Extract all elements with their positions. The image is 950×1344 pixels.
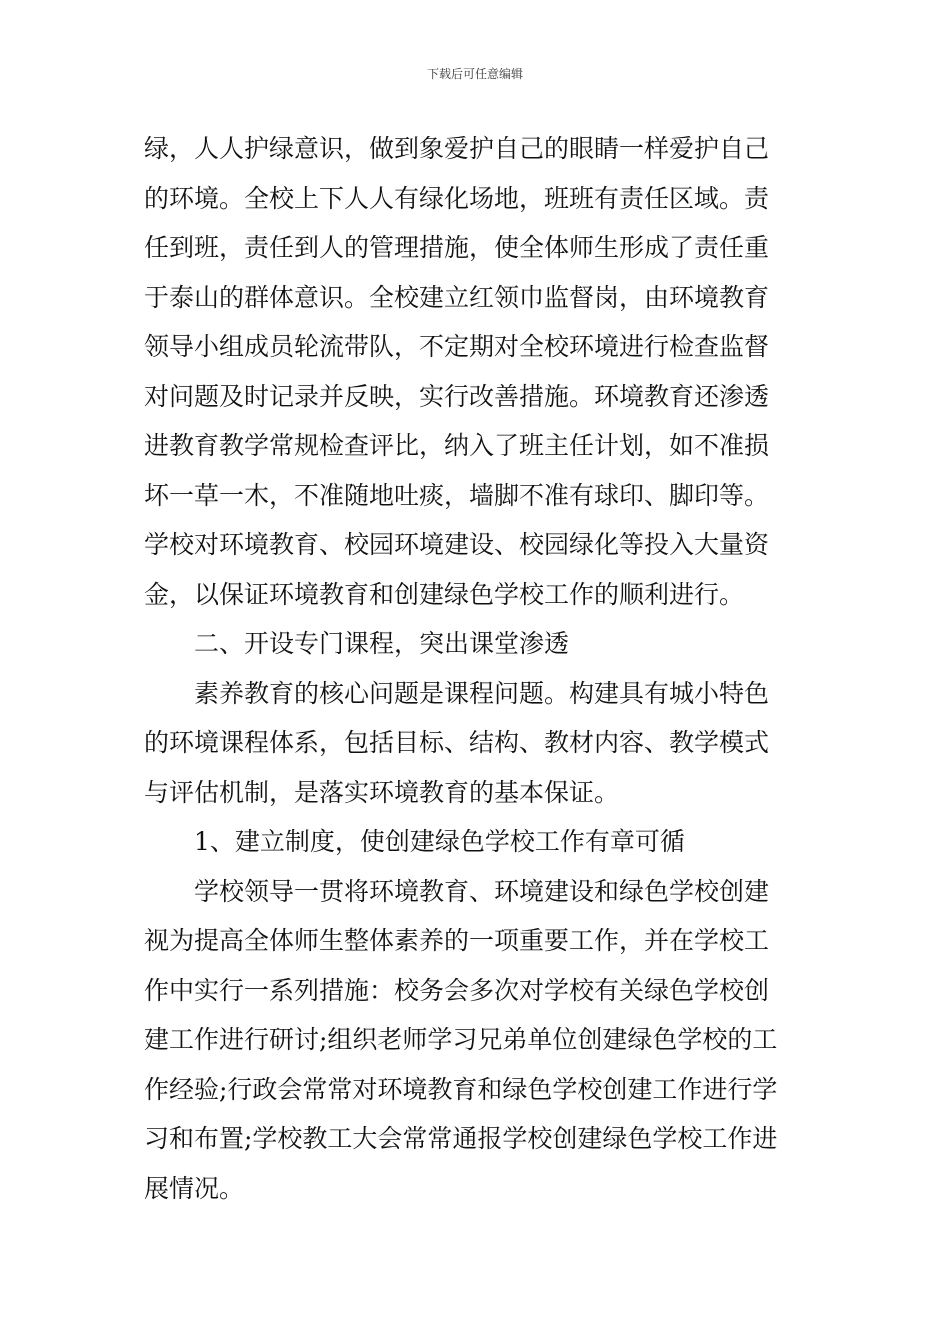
- text-line: 学校对环境教育、校园环境建设、校园绿化等投入大量资: [144, 530, 770, 559]
- text-line: 于泰山的群体意识。全校建立红领巾监督岗，由环境教育: [144, 282, 770, 312]
- section-heading: 二、开设专门课程，突出课堂渗透: [194, 629, 570, 658]
- text-line: 进教育教学常规检查评比，纳入了班主任计划，如不准损: [144, 431, 770, 460]
- body-text: [144, 124, 808, 1213]
- text-line: 的环境课程体系，包括目标、结构、教材内容、教学模式: [144, 728, 770, 757]
- text-line: 领导小组成员轮流带队，不定期对全校环境进行检查监督: [144, 332, 770, 361]
- text-line: 视为提高全体师生整体素养的一项重要工作，并在学校工: [144, 926, 770, 955]
- text-line: 学校领导一贯将环境教育、环境建设和绿色学校创建: [194, 876, 770, 906]
- subsection-heading: 1、建立制度，使创建绿色学校工作有章可循: [194, 827, 685, 856]
- text-line: 展情况。: [144, 1173, 245, 1203]
- text-line: 素养教育的核心问题是课程问题。构建具有城小特色: [194, 678, 770, 708]
- text-line: 绿，人人护绿意识，做到象爱护自己的眼睛一样爱护自己: [144, 134, 770, 163]
- text-line: 作中实行一系列措施：校务会多次对学校有关绿色学校创: [144, 975, 770, 1005]
- text-line: 建工作进行研讨;组织老师学习兄弟单位创建绿色学校的工: [144, 1025, 778, 1054]
- text-line: 作经验;行政会常常对环境教育和绿色学校创建工作进行学: [144, 1074, 778, 1104]
- text-line: 坏一草一木，不准随地吐痰，墙脚不准有球印、脚印等。: [144, 480, 770, 510]
- text-line: 习和布置;学校教工大会常常通报学校创建绿色学校工作进: [144, 1124, 778, 1153]
- text-line: 任到班，责任到人的管理措施，使全体师生形成了责任重: [144, 233, 770, 262]
- text-line: 与评估机制，是落实环境教育的基本保证。: [144, 777, 620, 807]
- page-header: 下载后可任意编辑: [426, 67, 523, 81]
- text-line: 对问题及时记录并反映，实行改善措施。环境教育还渗透: [144, 381, 770, 411]
- text-line: 的环境。全校上下人人有绿化场地，班班有责任区域。责: [144, 183, 770, 213]
- text-line: 金，以保证环境教育和创建绿色学校工作的顺利进行。: [144, 579, 745, 609]
